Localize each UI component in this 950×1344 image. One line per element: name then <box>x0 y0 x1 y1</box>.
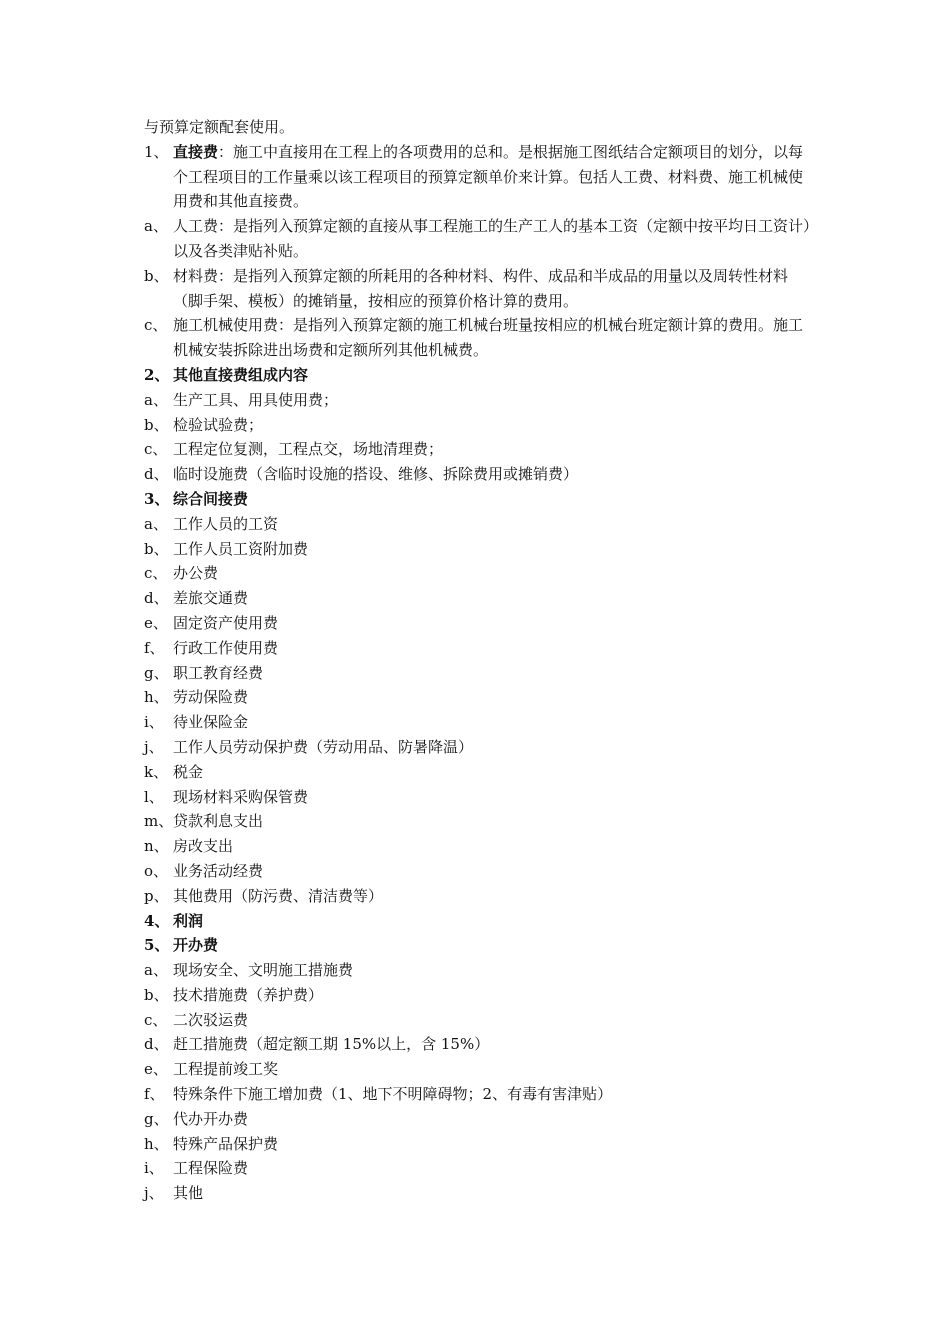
section-title: 开办费 <box>173 936 219 955</box>
item-text: 业务活动经费 <box>173 861 264 880</box>
item-text: 现场材料采购保管费 <box>173 787 309 806</box>
item-text: 房改支出 <box>173 837 234 856</box>
item-text: 工程保险费 <box>173 1159 249 1178</box>
list-item <box>144 437 814 462</box>
section-3-items <box>144 512 814 909</box>
section-3-heading <box>144 487 814 512</box>
list-item <box>144 1032 814 1057</box>
list-item <box>144 1082 814 1107</box>
item-text: 施工机械使用费：是指列入预算定额的施工机械台班量按相应的机械台班定额计算的费用。施工机械安装拆除进出场费和定额所列其他机械费。 <box>173 316 804 360</box>
item-marker: a、 <box>144 514 168 533</box>
list-item <box>144 809 814 834</box>
term-direct-cost: 直接费 <box>173 142 219 161</box>
section-5-items <box>144 958 814 1206</box>
section-1 <box>144 140 814 214</box>
item-text: 工程定位复测，工程点交，场地清理费； <box>173 440 444 459</box>
section-4-heading <box>144 909 814 934</box>
item-marker: c、 <box>144 1010 168 1029</box>
item-text: 工作人员的工资 <box>173 514 279 533</box>
list-item <box>144 1057 814 1082</box>
item-marker: a、 <box>144 961 168 980</box>
section-1-body <box>144 140 814 214</box>
item-text: 二次驳运费 <box>173 1010 249 1029</box>
item-marker: f、 <box>144 638 165 657</box>
item-marker: m、 <box>144 812 174 831</box>
item-text: 其他 <box>173 1184 204 1203</box>
item-marker: k、 <box>144 762 169 781</box>
item-text: 其他费用（防污费、清洁费等） <box>173 886 384 905</box>
document-page <box>144 115 814 1206</box>
section-5-heading <box>144 933 814 958</box>
list-item <box>144 958 814 983</box>
item-text: 工程提前竣工奖 <box>173 1060 279 1079</box>
item-text: 技术措施费（养护费） <box>173 985 324 1004</box>
section-number: 4、 <box>144 911 170 930</box>
item-text: 工作人员工资附加费 <box>173 539 309 558</box>
item-marker: b、 <box>144 539 169 558</box>
list-item <box>144 636 814 661</box>
list-item <box>144 785 814 810</box>
section-title: 其他直接费组成内容 <box>173 365 309 384</box>
list-item <box>144 611 814 636</box>
section-1-text: ：施工中直接用在工程上的各项费用的总和。是根据施工图纸结合定额项目的划分，以每个工程项目的工作量乘以该工程项目的预算定额单价来计算。包括人工费、材料费、施工机械使用费和其他直接费。 <box>173 142 804 211</box>
list-item <box>144 313 814 363</box>
list-item <box>144 859 814 884</box>
section-1-items <box>144 214 814 363</box>
item-marker: l、 <box>144 787 164 806</box>
list-item <box>144 735 814 760</box>
list-item <box>144 685 814 710</box>
item-marker: c、 <box>144 316 168 335</box>
item-text: 职工教育经费 <box>173 663 264 682</box>
item-marker: i、 <box>144 1159 164 1178</box>
list-item <box>144 884 814 909</box>
item-text: 材料费：是指列入预算定额的所耗用的各种材料、构件、成品和半成品的用量以及周转性材料（脚手架、模板）的摊销量，按相应的预算价格计算的费用。 <box>173 266 789 310</box>
item-text: 人工费：是指列入预算定额的直接从事工程施工的生产工人的基本工资（定额中按平均日工资计）以及各类津贴补贴。 <box>173 217 811 260</box>
list-item <box>144 264 814 314</box>
list-item <box>144 537 814 562</box>
list-item <box>144 760 814 785</box>
section-number: 2、 <box>144 365 170 384</box>
item-marker: b、 <box>144 415 169 434</box>
item-text: 特殊条件下施工增加费（1、地下不明障碍物；2、有毒有害津贴） <box>173 1085 613 1104</box>
item-text: 临时设施费（含临时设施的搭设、维修、拆除费用或摊销费） <box>173 465 579 484</box>
list-item <box>144 512 814 537</box>
list-item <box>144 661 814 686</box>
list-item <box>144 983 814 1008</box>
intro-text: 与预算定额配套使用。 <box>144 118 295 136</box>
section-number: 5、 <box>144 936 170 955</box>
item-marker: e、 <box>144 613 168 632</box>
list-item <box>144 462 814 487</box>
item-marker: i、 <box>144 713 164 732</box>
list-item <box>144 1156 814 1181</box>
item-marker: h、 <box>144 688 169 707</box>
item-marker: p、 <box>144 886 169 905</box>
item-text: 办公费 <box>173 564 219 583</box>
item-text: 差旅交通费 <box>173 589 249 608</box>
section-number: 3、 <box>144 489 170 508</box>
item-text: 税金 <box>173 762 204 781</box>
item-text: 生产工具、用具使用费； <box>173 390 339 409</box>
item-marker: d、 <box>144 1035 169 1054</box>
item-text: 赶工措施费（超定额工期 15%以上，含 15%） <box>173 1035 490 1054</box>
item-marker: o、 <box>144 861 169 880</box>
item-text: 特殊产品保护费 <box>173 1134 279 1153</box>
list-item <box>144 413 814 438</box>
item-text: 劳动保险费 <box>173 688 249 707</box>
item-marker: b、 <box>144 266 169 285</box>
list-item <box>144 1181 814 1206</box>
list-item <box>144 214 814 264</box>
item-text: 检验试验费； <box>173 415 264 434</box>
item-marker: h、 <box>144 1134 169 1153</box>
section-number: 1、 <box>144 142 169 161</box>
item-marker: a、 <box>144 390 168 409</box>
list-item <box>144 388 814 413</box>
list-item <box>144 1008 814 1033</box>
item-marker: c、 <box>144 564 168 583</box>
section-title: 综合间接费 <box>173 489 249 508</box>
item-text: 固定资产使用费 <box>173 613 279 632</box>
item-text: 贷款利息支出 <box>173 812 264 831</box>
section-title: 利润 <box>173 911 204 930</box>
item-marker: d、 <box>144 465 169 484</box>
item-marker: g、 <box>144 1109 169 1128</box>
item-marker: n、 <box>144 837 169 856</box>
list-item <box>144 1132 814 1157</box>
item-text: 工作人员劳动保护费（劳动用品、防暑降温） <box>173 737 474 756</box>
section-2-heading <box>144 363 814 388</box>
item-marker: j、 <box>144 1184 164 1203</box>
item-text: 代办开办费 <box>173 1109 249 1128</box>
list-item <box>144 561 814 586</box>
item-marker: b、 <box>144 985 169 1004</box>
intro-line <box>144 115 814 140</box>
list-item <box>144 586 814 611</box>
list-item <box>144 1107 814 1132</box>
item-marker: g、 <box>144 663 169 682</box>
item-marker: a、 <box>144 217 168 236</box>
list-item <box>144 834 814 859</box>
item-marker: f、 <box>144 1085 165 1104</box>
item-marker: e、 <box>144 1060 168 1079</box>
item-text: 行政工作使用费 <box>173 638 279 657</box>
item-marker: j、 <box>144 737 164 756</box>
section-2-items <box>144 388 814 487</box>
item-marker: d、 <box>144 589 169 608</box>
item-text: 待业保险金 <box>173 713 249 732</box>
item-text: 现场安全、文明施工措施费 <box>173 961 354 980</box>
list-item <box>144 710 814 735</box>
item-marker: c、 <box>144 440 168 459</box>
